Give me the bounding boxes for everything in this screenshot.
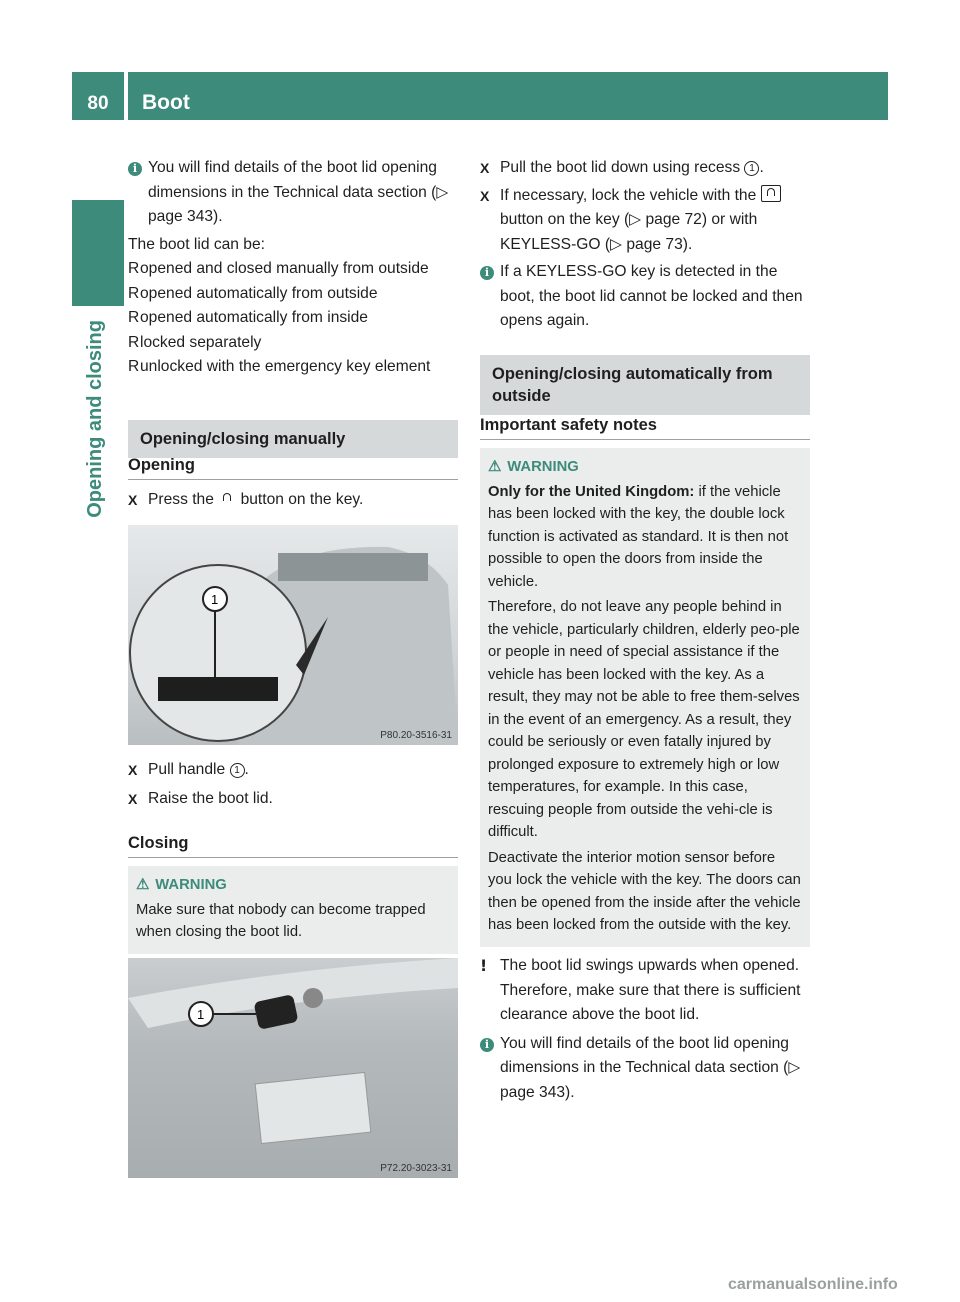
press-text-a: Press the xyxy=(148,491,214,508)
note-clearance xyxy=(480,954,812,1028)
info-note-1 xyxy=(128,156,460,230)
arrow-icon: X xyxy=(480,187,490,204)
bullet-icon: R xyxy=(128,333,140,351)
section-heading-manual: Opening/closing manually xyxy=(128,420,458,458)
list-item-text: locked separately xyxy=(140,333,262,351)
list-item-text: opened automatically from inside xyxy=(140,309,368,326)
sidebar-section-label: Opening and closing xyxy=(84,320,106,518)
image-caption: P80.20-3516-31 xyxy=(380,730,452,741)
press-step xyxy=(128,488,460,513)
list-item-text: unlocked with the emergency key element xyxy=(140,358,431,375)
step-raise xyxy=(128,787,460,812)
unlock-boot-key-icon xyxy=(218,491,236,506)
warning-para-2: Therefore, do not leave any people behind in the vehicle, particularly children, elderly peo-ple or people in need of special assistance if the vehicle has been locked with the key. As a result, they may not be able to free them-selves in the event of an emergency. As a result, they could be seriously or even fatally injured by prolonged exposure to extremely high or low temperatures, for example. In this case, rescuing people from outside the vehi-cle is difficult. xyxy=(488,599,800,840)
bullet-icon: R xyxy=(128,309,140,326)
bullet-icon: R xyxy=(128,358,140,375)
warning-title-text: WARNING xyxy=(507,459,579,475)
step-lock xyxy=(480,184,812,258)
bullet-icon: R xyxy=(128,260,140,277)
bullet-icon: R xyxy=(128,284,140,302)
info-note-end xyxy=(480,1032,812,1106)
list-item-text: opened automatically from outside xyxy=(140,284,378,302)
opening-heading: Opening xyxy=(128,456,458,480)
arrow-icon: X xyxy=(128,790,138,807)
left-column xyxy=(128,156,460,380)
step-pull-down: X Pull the boot lid down using recess 1 . xyxy=(480,156,812,181)
warning-para-1 xyxy=(488,481,802,594)
warning-para-1-text: if the vehicle has been locked with the key, the double lock function is activated as standard. It is then not possible to open the doors from inside the vehicle. xyxy=(488,483,789,590)
page-title: Boot xyxy=(128,72,888,120)
step-pull-text: Pull handle xyxy=(148,761,226,778)
watermark: carmanualsonline.info xyxy=(728,1276,898,1293)
right-column-bottom xyxy=(480,954,812,1105)
list-item xyxy=(128,355,460,380)
info-note-keyless xyxy=(480,260,812,334)
warning-bold-text: Only for the United Kingdom: xyxy=(488,483,695,500)
callout-label: 1 xyxy=(211,592,219,607)
callout-1-icon: 1 xyxy=(744,161,759,176)
warning-triangle-icon: ⚠ xyxy=(488,459,502,475)
info-icon: i xyxy=(480,1038,494,1052)
page-number: 80 xyxy=(72,72,124,120)
callout-label: 1 xyxy=(197,1007,205,1022)
info-end-text: You will find details of the boot lid opening dimensions in the Technical data section (▷ page 343). xyxy=(500,1034,801,1101)
list-item xyxy=(128,257,460,282)
boot-lid-image xyxy=(128,958,458,1178)
sidebar-tab xyxy=(72,200,124,306)
note-clearance-text: The boot lid swings upwards when opened. Therefore, make sure that there is sufficient clearance above the boot lid. xyxy=(500,957,801,1023)
list-item-text: opened and closed manually from outside xyxy=(140,260,429,277)
warning-box-closing xyxy=(128,866,458,954)
closing-heading: Closing xyxy=(128,834,458,858)
section-heading-automatic: Opening/closing automatically from outside xyxy=(480,355,810,415)
warning-title xyxy=(136,874,450,897)
info-icon: i xyxy=(480,266,494,280)
step-press xyxy=(128,488,460,513)
info-note-1-text: You will find details of the boot lid opening dimensions in the Technical data section (▷ page 343). xyxy=(148,159,449,225)
step-pull-handle: X Pull handle 1 . xyxy=(128,758,460,783)
car-rear-illustration xyxy=(128,525,458,745)
info-keyless-text: If a KEYLESS-GO key is detected in the boot, the boot lid cannot be locked and then opens again. xyxy=(500,263,803,329)
step-lock-text-a: If necessary, lock the vehicle with the xyxy=(500,186,757,204)
sidebar-section xyxy=(70,320,126,550)
bullet-list xyxy=(128,257,460,380)
press-text-b: button on the key. xyxy=(240,491,364,508)
image-caption: P72.20-3023-31 xyxy=(380,1163,452,1174)
warning-para-3: Deactivate the interior motion sensor before you lock the vehicle with the key. The doors can then be opened from the inside after the vehicle has been locked from the outside with the key. xyxy=(488,849,801,933)
safety-notes-heading: Important safety notes xyxy=(480,416,810,440)
boot-handle-image xyxy=(128,525,458,745)
list-item xyxy=(128,306,460,331)
list-item xyxy=(128,331,460,356)
arrow-icon: X xyxy=(128,762,138,778)
warning-title xyxy=(488,456,802,479)
list-item xyxy=(128,282,460,307)
boot-lid-illustration xyxy=(128,958,458,1178)
note-exclamation-icon: ! xyxy=(480,957,488,975)
arrow-icon: X xyxy=(128,492,138,508)
warning-text: Make sure that nobody can become trapped when closing the boot lid. xyxy=(136,901,426,940)
step-raise-text: Raise the boot lid. xyxy=(148,789,273,807)
step-lock-text-b: button on the key (▷ page 72) or with KEYLESS-GO (▷ page 73). xyxy=(500,211,758,253)
warning-triangle-icon: ⚠ xyxy=(136,877,150,893)
arrow-icon: X xyxy=(480,160,490,176)
callout-1-icon: 1 xyxy=(230,763,245,778)
lock-key-icon xyxy=(761,185,781,202)
intro-text: The boot lid can be: xyxy=(128,235,265,253)
left-steps xyxy=(128,758,460,811)
step-pull-down-text: Pull the boot lid down using recess xyxy=(500,159,741,176)
info-icon: i xyxy=(128,162,142,176)
warning-box-safety xyxy=(480,448,810,947)
warning-title-text: WARNING xyxy=(155,877,227,893)
right-column-top xyxy=(480,156,812,334)
